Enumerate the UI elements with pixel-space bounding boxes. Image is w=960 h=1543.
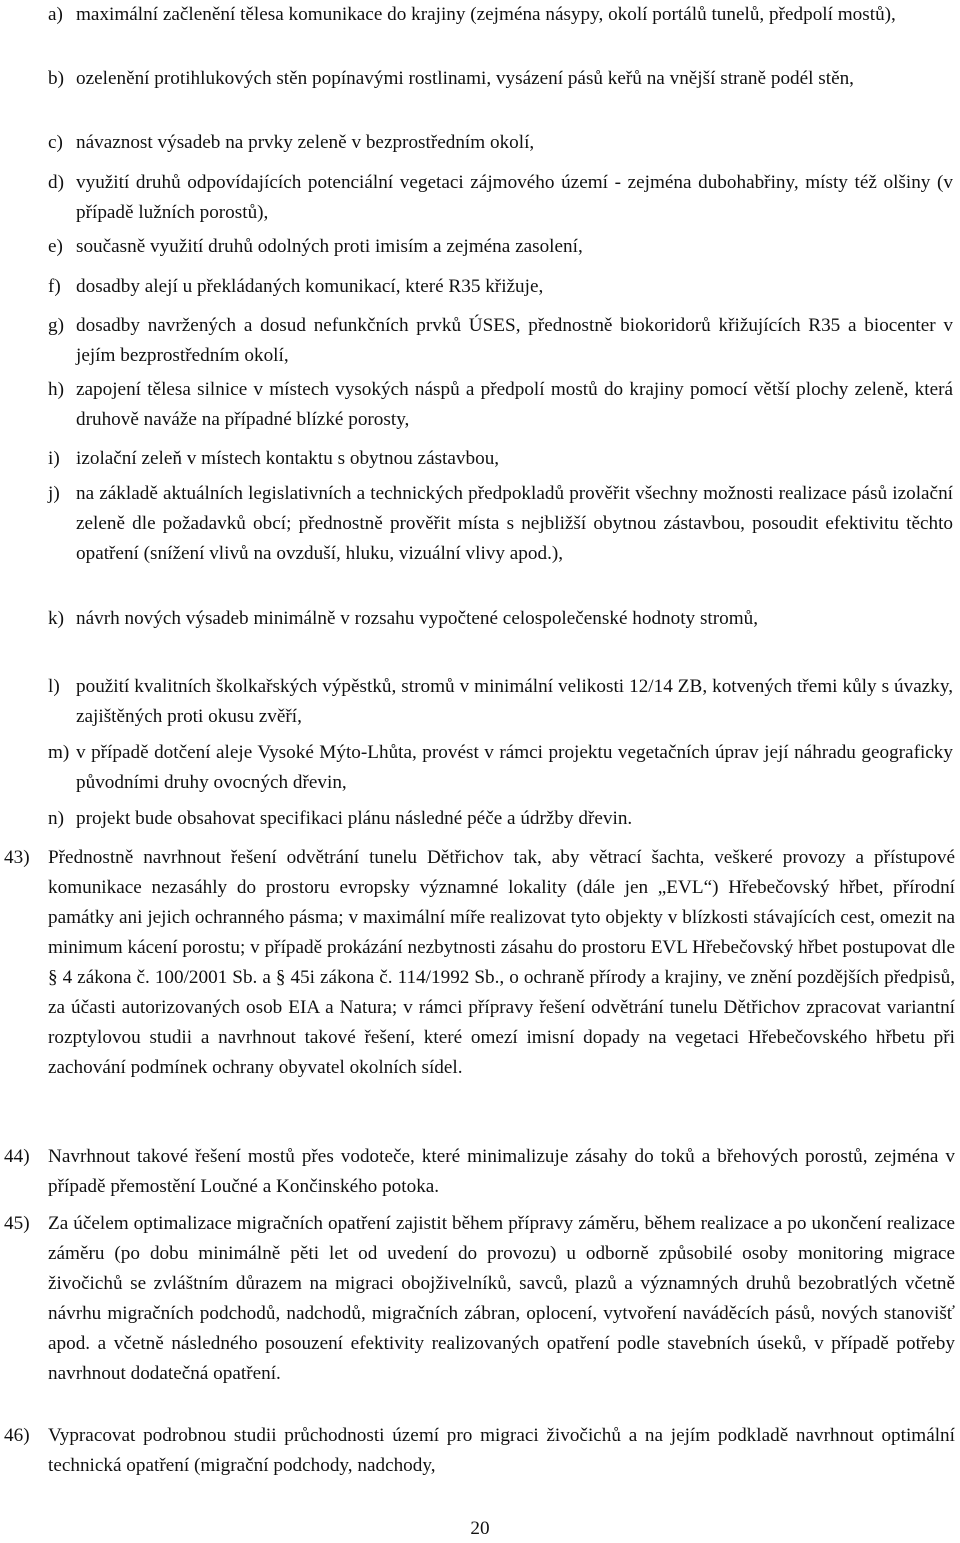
sub-item-text-m: v případě dotčení aleje Vysoké Mýto-Lhůta, provést v rámci projektu vegetačních úprav její náhradu geograficky původními druhy ovocných dřevin, <box>76 742 953 793</box>
sub-item-text-b: ozelenění protihlukových stěn popínavými rostlinami, vysázení pásů keřů na vnější straně podél stěn, <box>76 68 854 89</box>
sub-item-label-j: j) <box>48 483 60 504</box>
sub-item-label-h: h) <box>48 379 64 400</box>
sub-item-text-j: na základě aktuálních legislativních a technických předpokladů prověřit všechny možnosti realizace pásů izolační zeleně dle požadavků obcí; přednostně prověřit místa s nejbližší obytnou zástavbou, posoudit efektivitu těchto opatření (snížení vlivů na ovzduší, hluku, vizuální vlivy apod.), <box>76 483 953 564</box>
sub-item-label-l: l) <box>48 676 60 697</box>
sub-item-text-d: využití druhů odpovídajících potenciální vegetaci zájmového území - zejména dubohabřiny, místy též olšiny (v případě lužních porostů), <box>76 172 953 223</box>
item-number-45: 45) <box>4 1213 30 1234</box>
sub-item-text-h: zapojení tělesa silnice v místech vysokých náspů a předpolí mostů do krajiny pomocí větší plochy zeleně, která druhově naváže na případné blízké porosty, <box>76 379 953 430</box>
sub-item-text-f: dosadby alejí u překládaných komunikací, které R35 křižuje, <box>76 276 544 297</box>
sub-item-label-c: c) <box>48 132 63 153</box>
item-text-46: Vypracovat podrobnou studii průchodnosti území pro migraci živočichů a na jejím podkladě navrhnout optimální technická opatření (migrační podchody, nadchody, <box>48 1425 955 1476</box>
sub-item-text-k: návrh nových výsadeb minimálně v rozsahu vypočtené celospolečenské hodnoty stromů, <box>76 608 759 629</box>
item-text-44: Navrhnout takové řešení mostů přes vodoteče, které minimalizuje zásahy do toků a břehových porostů, zejména v případě přemostění Loučné a Končinského potoka. <box>48 1146 955 1197</box>
item-text-43: Přednostně navrhnout řešení odvětrání tunelu Dětřichov tak, aby větrací šachta, veškeré provozy a přístupové komunikace nezasáhly do prostoru evropsky významné lokality (dále jen „EVL“) Hřebečovský hřbet, přírodní památky ani jejich ochranného pásma; v maximální míře realizovat tyto objekty v blízkosti stávajících cest, omezit na minimum kácení porostu; v případě prokázání nezbytnosti zásahu do prostoru EVL Hřebečovský hřbet postupovat dle § 4 zákona č. 100/2001 Sb. a § 45i zákona č. 114/1992 Sb., o ochraně přírody a krajiny, ve znění pozdějších předpisů, za účasti autorizovaných osob EIA a Natura; v rámci přípravy řešení odvětrání tunelu Dětřichov zpracovat variantní rozptylovou studii a navrhnout takové řešení, které omezí imisní dopady na vegetaci Hřebečovského hřbetu při zachování podmínek ochrany obyvatel okolních sídel. <box>48 847 955 1078</box>
sub-item-label-e: e) <box>48 236 63 257</box>
sub-item-label-k: k) <box>48 608 64 629</box>
sub-item-text-e: současně využití druhů odolných proti imisím a zejména zasolení, <box>76 236 583 257</box>
sub-item-text-a: maximální začlenění tělesa komunikace do krajiny (zejména násypy, okolí portálů tunelů, předpolí mostů), <box>76 4 896 25</box>
item-number-46: 46) <box>4 1425 30 1446</box>
sub-item-label-g: g) <box>48 315 64 336</box>
sub-item-label-b: b) <box>48 68 64 89</box>
sub-item-text-l: použití kvalitních školkařských výpěstků, stromů v minimální velikosti 12/14 ZB, kotvených třemi kůly s úvazky, zajištěných proti okusu zvěří, <box>76 676 953 727</box>
sub-item-text-i: izolační zeleň v místech kontaktu s obytnou zástavbou, <box>76 448 500 469</box>
item-number-43: 43) <box>4 847 30 868</box>
sub-item-label-f: f) <box>48 276 61 297</box>
sub-item-text-n: projekt bude obsahovat specifikaci plánu následné péče a údržby dřevin. <box>76 808 633 829</box>
sub-item-label-i: i) <box>48 448 60 469</box>
item-number-44: 44) <box>4 1146 30 1167</box>
sub-item-label-m: m) <box>48 742 70 763</box>
item-text-45: Za účelem optimalizace migračních opatření zajistit během přípravy záměru, během realizace a po ukončení realizace záměru (po dobu minimálně pěti let od uvedení do provozu) u odborně způsobilé osoby monitoring migrace živočichů se zvláštním důrazem na migraci obojživelníků, savců, plazů a významných druhů bezobratlých včetně návrhu migračních podchodů, nadchodů, migračních zábran, oplocení, vytvoření naváděcích pásů, nových stanovišť apod. a včetně následného posouzení efektivity realizovaných opatření podle stavebních úseků, v případě potřeby navrhnout dodatečná opatření. <box>48 1213 955 1384</box>
page-number: 20 <box>470 1518 490 1539</box>
sub-item-text-c: návaznost výsadeb na prvky zeleně v bezprostředním okolí, <box>76 132 535 153</box>
sub-item-label-d: d) <box>48 172 64 193</box>
sub-item-label-a: a) <box>48 4 63 25</box>
sub-item-text-g: dosadby navržených a dosud nefunkčních prvků ÚSES, přednostně biokoridorů křižujících R35 a biocenter v jejím bezprostředním okolí, <box>76 315 953 366</box>
sub-item-label-n: n) <box>48 808 64 829</box>
